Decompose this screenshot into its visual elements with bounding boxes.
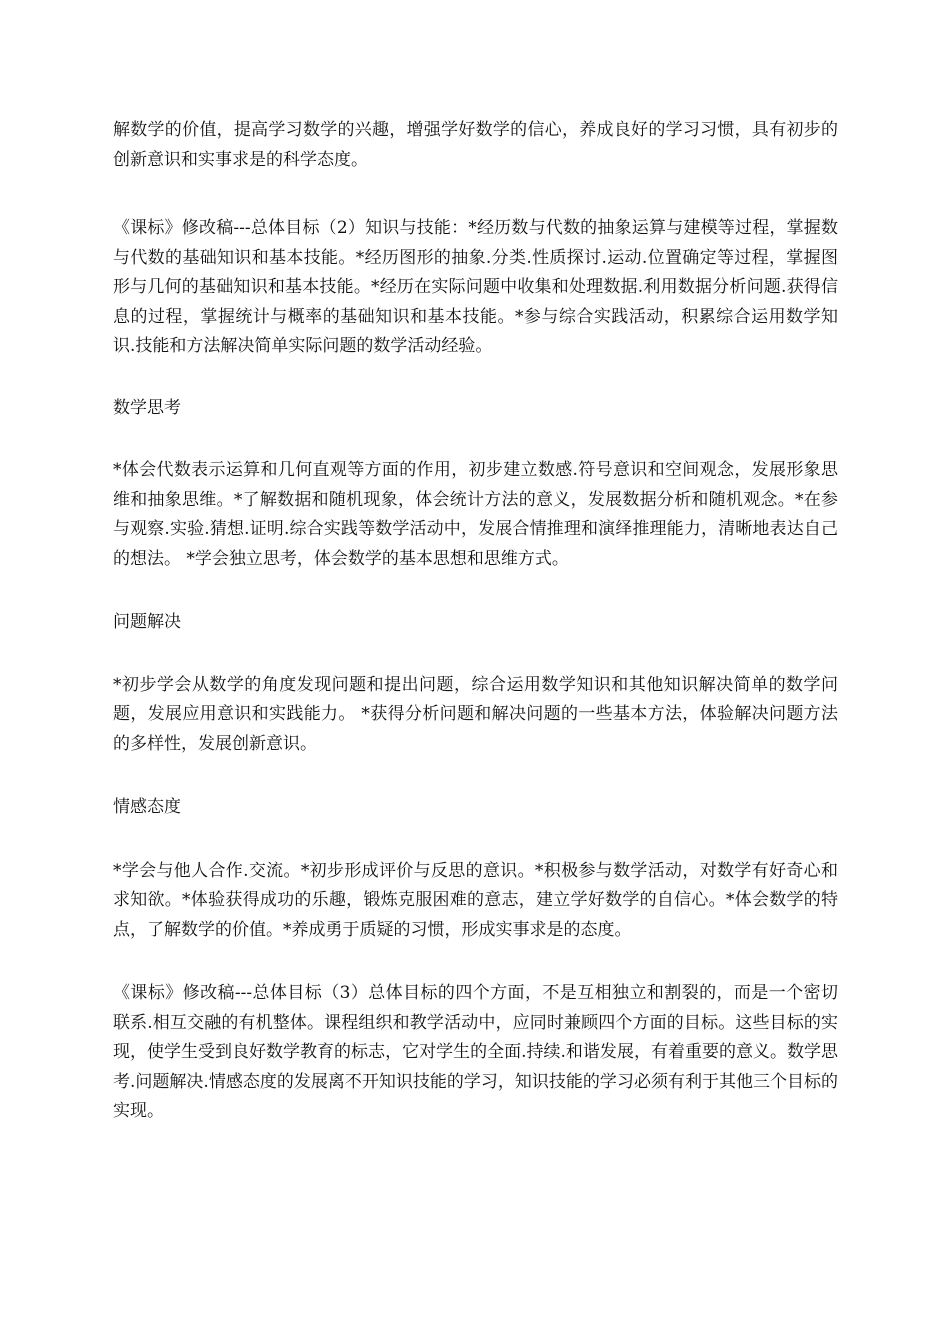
problem-solving-paragraph: *初步学会从数学的角度发现问题和提出问题，综合运用数学知识和其他知识解决简单的数学问题，发展应用意识和实践能力。 *获得分析问题和解决问题的一些基本方法，体验解决问题方法的多样性，发展创新意识。 (113, 674, 838, 754)
document-page (113, 116, 838, 1127)
problem-solving-heading: 问题解决 (113, 612, 181, 632)
overall-goals-paragraph: 《课标》修改稿---总体目标（3）总体目标的四个方面，不是互相独立和割裂的，而是一个密切联系.相互交融的有机整体。课程组织和教学活动中，应同时兼顾四个方面的目标。这些目标的实现，使学生受到良好数学教育的标志，它对学生的全面.持续.和谐发展，有着重要的意义。数学思考.问题解决.情感态度的发展离不开知识技能的学习，知识技能的学习必须有利于其他三个目标的实现。 (113, 983, 838, 1121)
emotion-attitude-heading: 情感态度 (113, 797, 181, 817)
intro-paragraph: 解数学的价值，提高学习数学的兴趣，增强学好数学的信心，养成良好的学习习惯，具有初步的创新意识和实事求是的科学态度。 (113, 120, 838, 170)
math-thinking-heading: 数学思考 (113, 397, 181, 418)
math-thinking-paragraph: *体会代数表示运算和几何直观等方面的作用，初步建立数感.符号意识和空间观念，发展形象思维和抽象思维。*了解数据和随机现象，体会统计方法的意义，发展数据分析和随机观念。*在参与观察.实验.猜想.证明.综合实践等数学活动中，发展合情推理和演绎推理能力，清晰地表达自己的想法。 *学会独立思考，体会数学的基本思想和思维方式。 (113, 460, 838, 569)
emotion-attitude-paragraph: *学会与他人合作.交流。*初步形成评价与反思的意识。*积极参与数学活动，对数学有好奇心和求知欲。*体验获得成功的乐趣，锻炼克服困难的意志，建立学好数学的自信心。*体会数学的特点，了解数学的价值。*养成勇于质疑的习惯，形成实事求是的态度。 (113, 860, 838, 940)
knowledge-skills-paragraph: 《课标》修改稿---总体目标（2）知识与技能：*经历数与代数的抽象运算与建模等过程，掌握数与代数的基础知识和基本技能。*经历图形的抽象.分类.性质探讨.运动.位置确定等过程，掌握图形与几何的基础知识和基本技能。*经历在实际问题中收集和处理数据.利用数据分析问题.获得信息的过程，掌握统计与概率的基础知识和基本技能。*参与综合实践活动，积累综合运用数学知识.技能和方法解决简单实际问题的数学活动经验。 (113, 218, 838, 356)
